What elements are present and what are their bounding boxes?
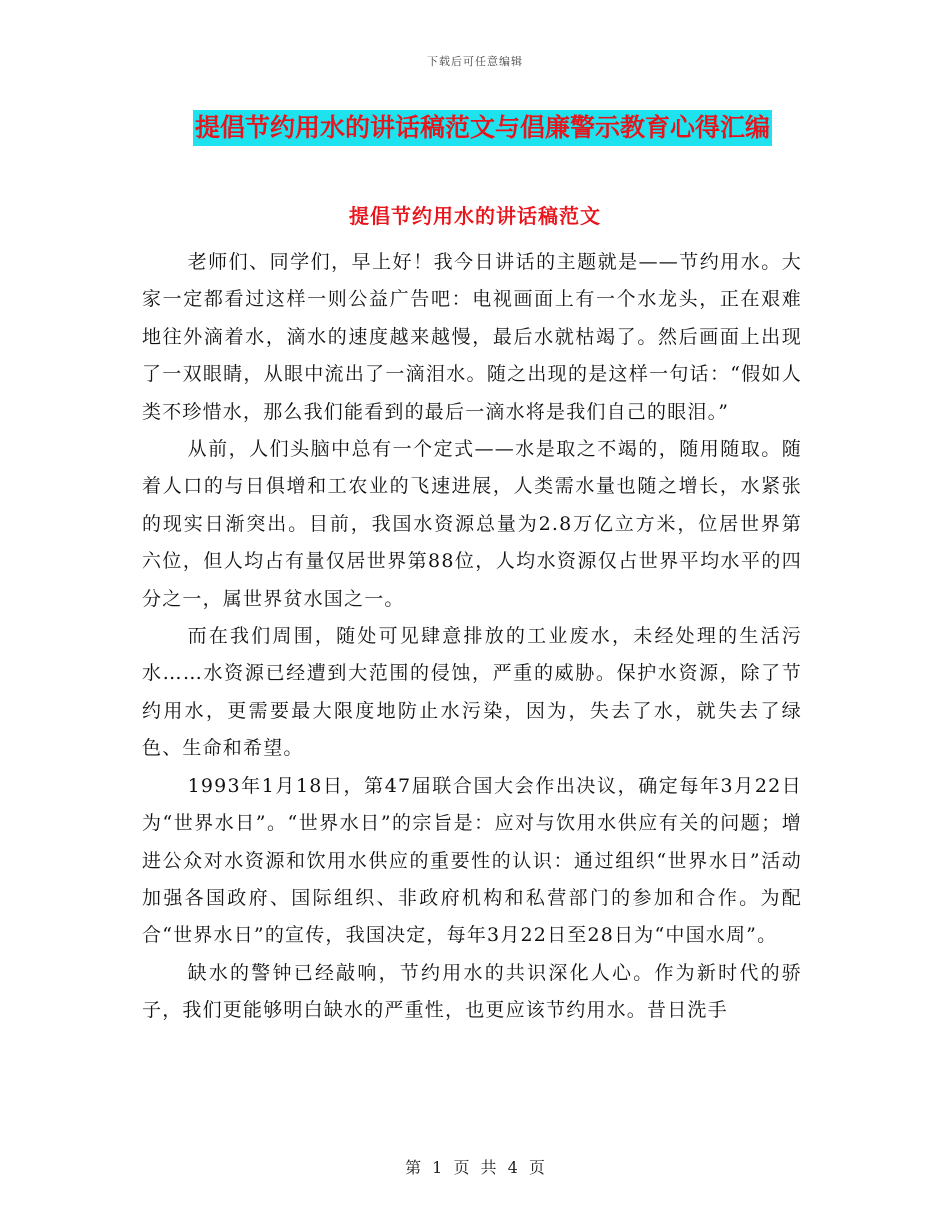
document-title: 提倡节约用水的讲话稿范文与倡廉警示教育心得汇编 bbox=[193, 110, 772, 146]
paragraph: 而在我们周围，随处可见肆意排放的工业废水，未经处理的生活污水……水资源已经遭到大范围的侵蚀，严重的威胁。保护水资源，除了节约用水，更需要最大限度地防止水污染，因为，失去了水，就失去了绿色、生命和希望。 bbox=[142, 625, 802, 760]
paragraph: 缺水的警钟已经敲响，节约用水的共识深化人心。作为新时代的骄子，我们更能够明白缺水的严重性，也更应该节约用水。昔日洗手 bbox=[142, 961, 802, 1022]
paragraph: 老师们、同学们，早上好！我今日讲话的主题就是——节约用水。大家一定都看过这样一则公益广告吧：电视画面上有一个水龙头，正在艰难地往外滴着水，滴水的速度越来越慢，最后水就枯竭了。然后画面上出现了一双眼睛，从眼中流出了一滴泪水。随之出现的是这样一句话：“假如人类不珍惜水，那么我们能看到的最后一滴水将是我们自己的眼泪。” bbox=[142, 251, 802, 423]
body-text bbox=[142, 244, 802, 1030]
page-header-note: 下载后可任意编辑 bbox=[427, 55, 523, 68]
paragraph: 从前，人们头脑中总有一个定式——水是取之不竭的，随用随取。随着人口的与日俱增和工农业的飞速进展，人类需水量也随之增长，水紧张的现实日渐突出。目前，我国水资源总量为2.8万亿立方米，位居世界第六位，但人均占有量仅居世界第88位，人均水资源仅占世界平均水平的四分之一，属世界贫水国之一。 bbox=[142, 438, 802, 610]
paragraph: 1993年1月18日，第47届联合国大会作出决议，确定每年3月22日为“世界水日”。“世界水日”的宗旨是：应对与饮用水供应有关的问题；增进公众对水资源和饮用水供应的重要性的认识：通过组织“世界水日”活动加强各国政府、国际组织、非政府机构和私营部门的参加和合作。为配合“世界水日”的宣传，我国决定，每年3月22日至28日为“中国水周”。 bbox=[142, 774, 802, 947]
section-title: 提倡节约用水的讲话稿范文 bbox=[349, 204, 601, 228]
page-number-footer: 第 1 页 共 4 页 bbox=[405, 1158, 545, 1177]
